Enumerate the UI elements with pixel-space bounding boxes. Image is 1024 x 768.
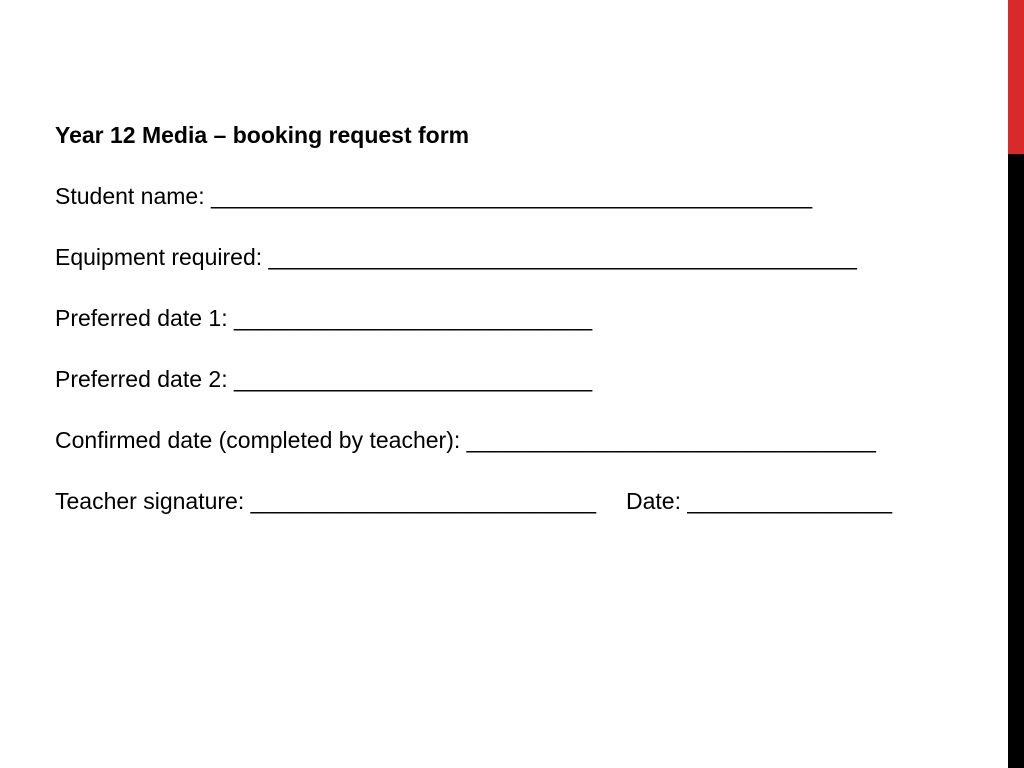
booking-form	[55, 120, 995, 516]
equipment-required-line: Equipment required: ______________________________________________	[55, 244, 857, 270]
teacher-signature-line: Teacher signature: ___________________________	[55, 488, 596, 514]
preferred-date-2-line: Preferred date 2: ____________________________	[55, 366, 593, 392]
student-name-line: Student name: _______________________________________________	[55, 183, 813, 209]
date-line: Date: ________________	[625, 488, 893, 514]
form-title: Year 12 Media – booking request form	[55, 122, 470, 148]
accent-bar-black	[1008, 154, 1024, 768]
accent-bar-red	[1008, 0, 1024, 154]
signature-row	[55, 486, 995, 516]
confirmed-date-line: Confirmed date (completed by teacher): ________________________________	[55, 427, 876, 453]
preferred-date-1-line: Preferred date 1: ____________________________	[55, 305, 593, 331]
